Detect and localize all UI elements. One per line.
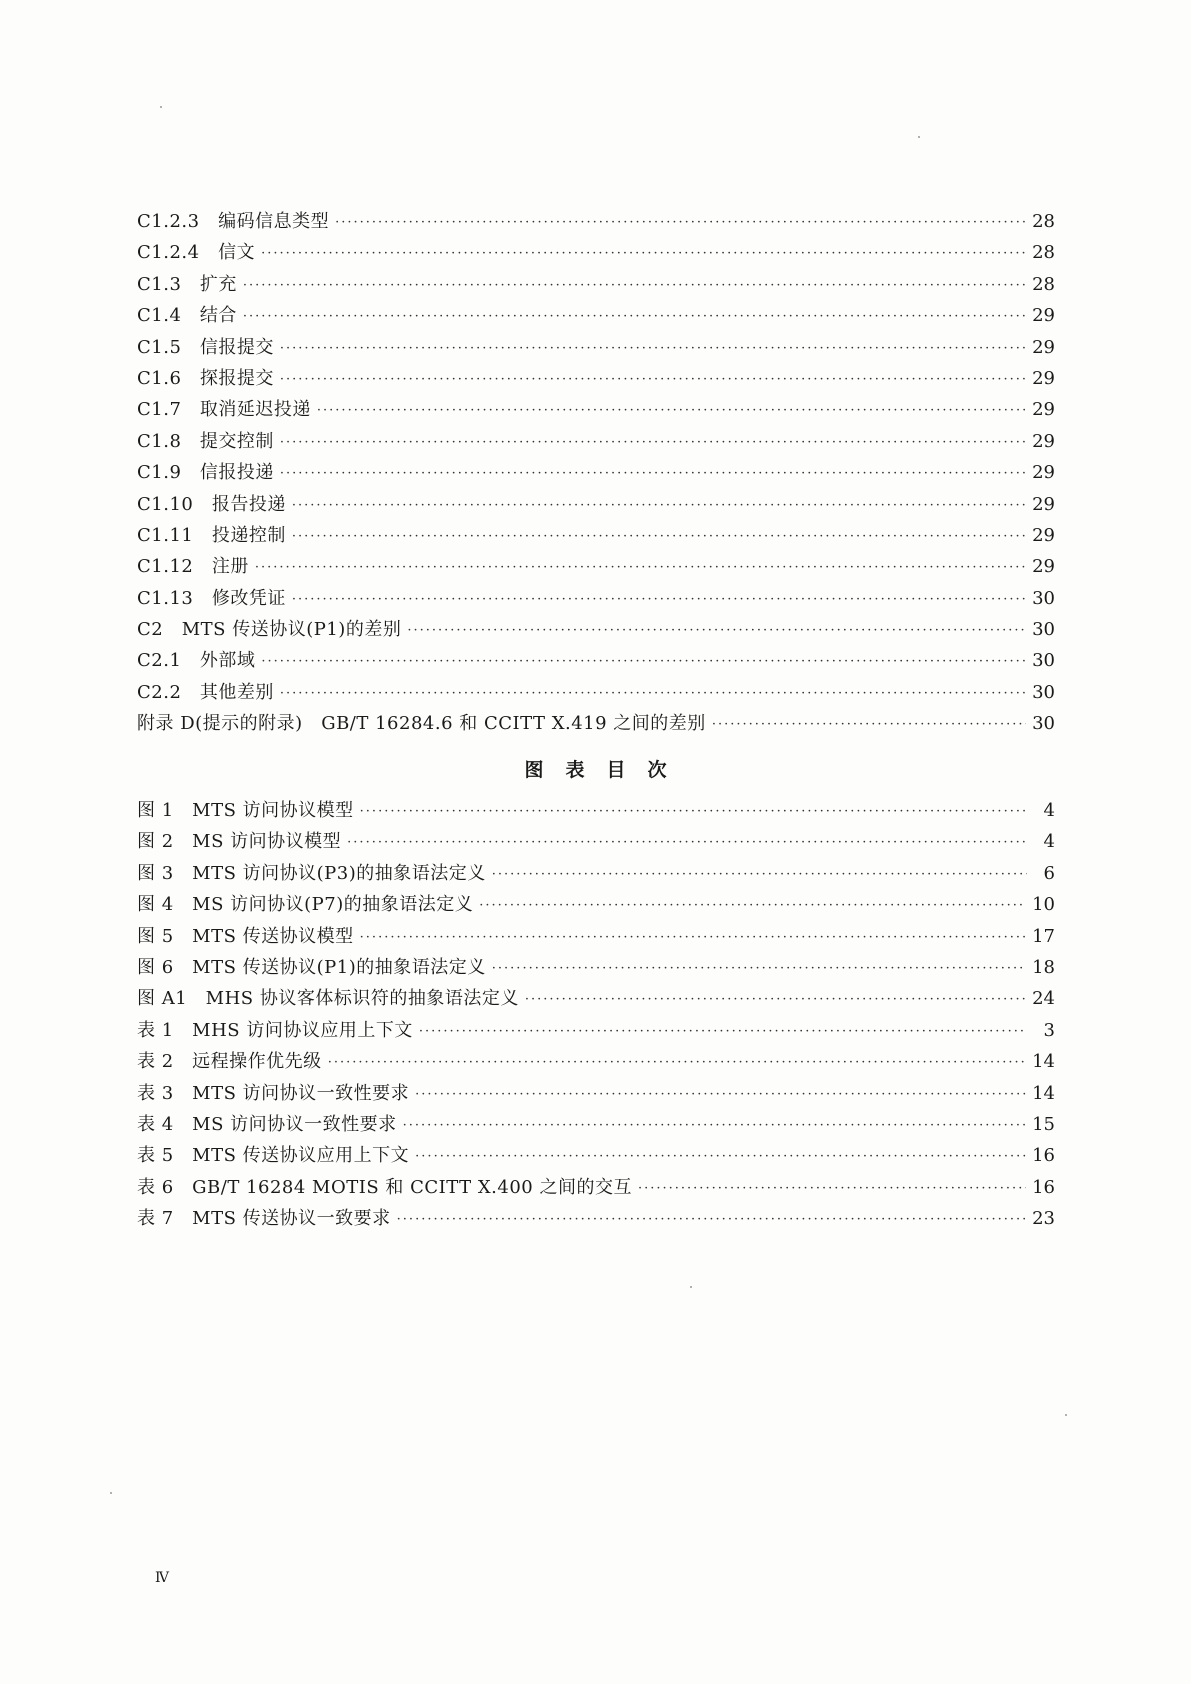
figure-entry-label: 图 6 MTS 传送协议(P1)的抽象语法定义 — [137, 956, 486, 978]
table-entry[interactable] — [137, 1203, 1055, 1234]
toc-entry[interactable] — [137, 677, 1055, 708]
table-entry-label: 表 7 MTS 传送协议一致要求 — [137, 1208, 391, 1230]
toc-entry-label: C1.13 修改凭证 — [137, 587, 286, 609]
toc-entry-label: C2 MTS 传送协议(P1)的差别 — [137, 619, 402, 641]
toc-entry[interactable] — [137, 394, 1055, 425]
figure-entry-page: 4 — [1043, 831, 1055, 853]
toc-entry[interactable] — [137, 300, 1055, 331]
toc-entry[interactable] — [137, 489, 1055, 520]
dot-leader — [243, 301, 1026, 332]
figure-entry[interactable] — [137, 826, 1055, 857]
table-entry-page: 16 — [1032, 1176, 1055, 1198]
figure-entry-page: 18 — [1032, 956, 1055, 978]
toc-entry-page: 28 — [1032, 211, 1055, 232]
dot-leader — [360, 796, 1027, 827]
table-entry[interactable] — [137, 1078, 1055, 1109]
list-of-figures-and-tables — [137, 795, 1055, 1234]
toc-entry-label: C1.10 报告投递 — [137, 493, 286, 515]
figure-entry-label: 图 3 MTS 访问协议(P3)的抽象语法定义 — [137, 862, 486, 884]
toc-entry-page: 29 — [1032, 493, 1055, 515]
dot-leader — [360, 922, 1026, 953]
toc-entry-page: 29 — [1032, 556, 1055, 578]
scan-speck — [918, 136, 920, 138]
table-entry[interactable] — [137, 1172, 1055, 1203]
toc-entry-label: C1.2.3 编码信息类型 — [137, 211, 330, 232]
dot-leader — [492, 859, 1027, 890]
toc-entry[interactable] — [137, 583, 1055, 614]
toc-entry-page: 30 — [1032, 619, 1055, 641]
toc-entry-page: 30 — [1032, 713, 1055, 735]
dot-leader — [403, 1110, 1026, 1141]
dot-leader — [335, 207, 1026, 238]
toc-entry[interactable] — [137, 614, 1055, 645]
dot-leader — [492, 953, 1026, 984]
toc-entry[interactable] — [137, 520, 1055, 551]
table-entry-page: 14 — [1032, 1082, 1055, 1104]
dot-leader — [317, 395, 1026, 426]
dot-leader — [255, 552, 1026, 583]
figure-entry[interactable] — [137, 983, 1055, 1014]
dot-leader — [407, 615, 1026, 646]
figure-entry[interactable] — [137, 795, 1055, 826]
toc-entry-label: C1.7 取消延迟投递 — [137, 399, 311, 421]
toc-entry-page: 29 — [1032, 336, 1055, 358]
toc-entry-page: 28 — [1032, 273, 1055, 295]
toc-entry-page: 29 — [1032, 524, 1055, 546]
toc-entry-page: 28 — [1032, 242, 1055, 264]
table-entry-page: 23 — [1032, 1208, 1055, 1230]
dot-leader — [280, 427, 1026, 458]
toc-entry[interactable] — [137, 457, 1055, 488]
scan-speck — [690, 1286, 692, 1288]
toc-entry-label: C1.12 注册 — [137, 556, 249, 578]
toc-entry-label: C2.2 其他差别 — [137, 681, 274, 703]
table-entry-page: 15 — [1032, 1113, 1055, 1135]
toc-entry-page: 29 — [1032, 462, 1055, 484]
toc-entry[interactable] — [137, 363, 1055, 394]
figure-entry[interactable] — [137, 858, 1055, 889]
figure-entry-label: 图 2 MS 访问协议模型 — [137, 831, 342, 853]
dot-leader — [280, 458, 1026, 489]
dot-leader — [280, 333, 1026, 364]
toc-entry-page: 30 — [1032, 650, 1055, 672]
page-number-footer: Ⅳ — [155, 1570, 169, 1586]
dot-leader — [712, 709, 1026, 740]
table-entry-label: 表 3 MTS 访问协议一致性要求 — [137, 1082, 410, 1104]
table-entry-page: 3 — [1043, 1019, 1055, 1041]
toc-entry-label: C1.2.4 信文 — [137, 242, 256, 264]
scan-speck — [160, 106, 162, 108]
dot-leader — [328, 1047, 1026, 1078]
figure-entry-label: 图 1 MTS 访问协议模型 — [137, 800, 354, 821]
dot-leader — [415, 1141, 1026, 1172]
toc-entry-label: C1.5 信报提交 — [137, 336, 274, 358]
table-of-contents-continued — [137, 206, 1055, 740]
figure-entry[interactable] — [137, 889, 1055, 920]
toc-entry-page: 29 — [1032, 305, 1055, 327]
table-entry-label: 表 6 GB/T 16284 MOTIS 和 CCITT X.400 之间的交互 — [137, 1176, 632, 1198]
dot-leader — [261, 646, 1026, 677]
figure-entry[interactable] — [137, 921, 1055, 952]
table-entry-page: 14 — [1032, 1051, 1055, 1073]
table-entry[interactable] — [137, 1109, 1055, 1140]
toc-entry[interactable] — [137, 206, 1055, 237]
toc-entry-label: C1.9 信报投递 — [137, 462, 274, 484]
figure-entry[interactable] — [137, 952, 1055, 983]
table-entry-page: 16 — [1032, 1145, 1055, 1167]
table-entry-label: 表 1 MHS 访问协议应用上下文 — [137, 1019, 413, 1041]
dot-leader — [419, 1016, 1027, 1047]
toc-entry-page: 29 — [1032, 430, 1055, 452]
toc-entry-label: C2.1 外部域 — [137, 650, 256, 672]
toc-entry-page: 30 — [1032, 587, 1055, 609]
dot-leader — [280, 678, 1026, 709]
dot-leader — [638, 1173, 1026, 1204]
table-entry-label: 表 2 远程操作优先级 — [137, 1051, 322, 1073]
table-entry[interactable] — [137, 1046, 1055, 1077]
figure-entry-page: 10 — [1032, 894, 1055, 916]
dot-leader — [347, 827, 1027, 858]
toc-entry-page: 29 — [1032, 399, 1055, 421]
toc-entry[interactable] — [137, 708, 1055, 739]
figure-entry-page: 6 — [1043, 862, 1055, 884]
table-entry[interactable] — [137, 1015, 1055, 1046]
toc-entry[interactable] — [137, 551, 1055, 582]
dot-leader — [397, 1204, 1026, 1235]
toc-entry-label: C1.3 扩充 — [137, 273, 237, 295]
toc-entry-label: C1.11 投递控制 — [137, 524, 286, 546]
figure-entry-label: 图 4 MS 访问协议(P7)的抽象语法定义 — [137, 894, 474, 916]
dot-leader — [415, 1079, 1026, 1110]
scan-speck — [110, 1492, 112, 1494]
dot-leader — [292, 584, 1026, 615]
dot-leader — [479, 890, 1026, 921]
dot-leader — [261, 238, 1026, 269]
dot-leader — [525, 984, 1026, 1015]
toc-entry[interactable] — [137, 645, 1055, 676]
dot-leader — [243, 270, 1026, 301]
toc-entry-page: 29 — [1032, 367, 1055, 389]
toc-entry-label: C1.6 探报提交 — [137, 367, 274, 389]
toc-entry-label: 附录 D(提示的附录) GB/T 16284.6 和 CCITT X.419 之间的差别 — [137, 713, 706, 735]
toc-entry[interactable] — [137, 237, 1055, 268]
figure-entry-page: 17 — [1032, 925, 1055, 947]
figure-entry-page: 4 — [1043, 800, 1055, 821]
toc-entry-label: C1.4 结合 — [137, 305, 237, 327]
toc-entry-label: C1.8 提交控制 — [137, 430, 274, 452]
dot-leader — [292, 490, 1026, 521]
dot-leader — [280, 364, 1026, 395]
scan-speck — [1065, 1414, 1067, 1416]
toc-entry[interactable] — [137, 269, 1055, 300]
figure-entry-page: 24 — [1032, 988, 1055, 1010]
dot-leader — [292, 521, 1026, 552]
table-entry[interactable] — [137, 1140, 1055, 1171]
toc-entry-page: 30 — [1032, 681, 1055, 703]
table-entry-label: 表 4 MS 访问协议一致性要求 — [137, 1113, 397, 1135]
figure-entry-label: 图 A1 MHS 协议客体标识符的抽象语法定义 — [137, 988, 519, 1010]
figures-tables-heading: 图表目次 — [524, 759, 689, 781]
toc-entry[interactable] — [137, 332, 1055, 363]
table-entry-label: 表 5 MTS 传送协议应用上下文 — [137, 1145, 410, 1167]
figure-entry-label: 图 5 MTS 传送协议模型 — [137, 925, 354, 947]
toc-entry[interactable] — [137, 426, 1055, 457]
